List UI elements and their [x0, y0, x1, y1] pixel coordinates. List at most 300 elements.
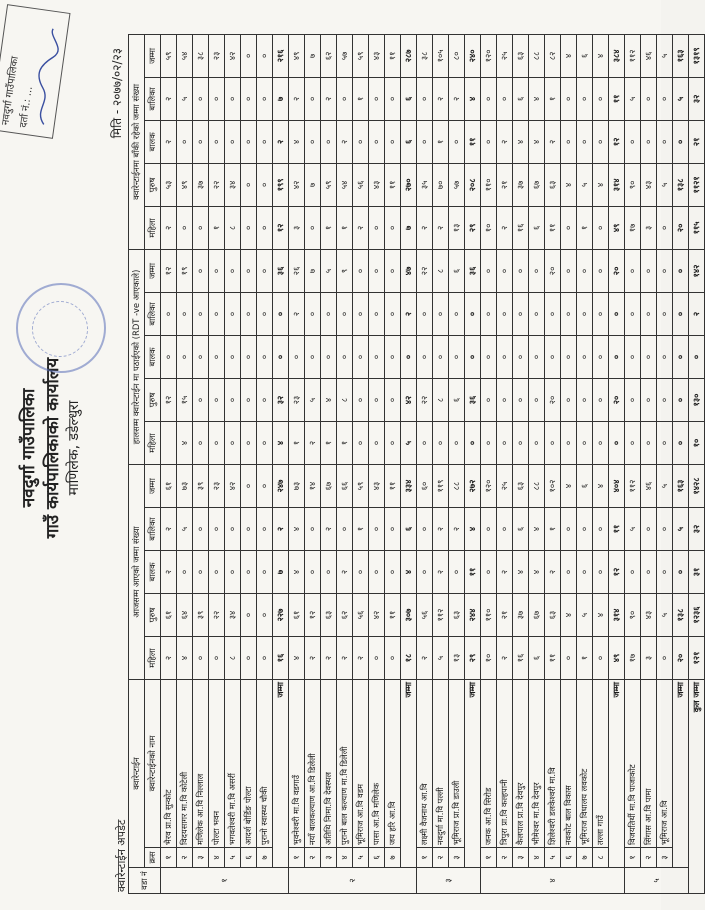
count-cell: ५३: [161, 163, 177, 206]
count-cell: २: [161, 508, 177, 551]
subtotal-cell: २: [401, 292, 417, 335]
quarantine-name: भूमिराज प्रा.वि डाउली: [449, 680, 465, 848]
count-cell: ०: [193, 421, 209, 464]
count-cell: २२: [209, 594, 225, 637]
count-cell: ०: [545, 335, 561, 378]
count-cell: १२: [305, 594, 321, 637]
table-row: [593, 34, 609, 893]
count-cell: ०: [209, 335, 225, 378]
count-cell: ६१: [161, 594, 177, 637]
col-male: पुरुष: [145, 163, 161, 206]
col-girl: बालिका: [145, 77, 161, 120]
subtotal-cell: १९९: [273, 163, 289, 206]
count-cell: ०: [449, 335, 465, 378]
count-cell: ६४: [177, 594, 193, 637]
handwritten-signature: [30, 25, 64, 127]
count-cell: ११०: [481, 594, 497, 637]
count-cell: ६: [513, 508, 529, 551]
count-cell: ४: [289, 637, 305, 680]
subtotal-cell: १८: [401, 637, 417, 680]
count-cell: ०: [369, 637, 385, 680]
count-cell: ०: [641, 378, 657, 421]
count-cell: २१: [497, 594, 513, 637]
count-cell: ४: [289, 508, 305, 551]
count-cell: ०: [177, 206, 193, 249]
count-cell: ०: [353, 378, 369, 421]
count-cell: ६२: [337, 594, 353, 637]
count-cell: ०: [641, 421, 657, 464]
count-cell: ०: [241, 594, 257, 637]
count-cell: २: [305, 421, 321, 464]
row-serial: २: [641, 848, 657, 868]
count-cell: ०: [241, 292, 257, 335]
col-boy: बालक: [145, 335, 161, 378]
count-cell: १२०: [481, 34, 497, 77]
count-cell: २३: [289, 378, 305, 421]
count-cell: ०: [353, 120, 369, 163]
count-cell: ०: [241, 637, 257, 680]
count-cell: ११२: [433, 594, 449, 637]
count-cell: ०: [657, 421, 673, 464]
count-cell: २: [433, 77, 449, 120]
row-serial: ३: [657, 848, 673, 868]
count-cell: ५: [657, 464, 673, 507]
document-date: मिति - २०७७/०२/२३: [110, 48, 124, 139]
count-cell: ०: [369, 77, 385, 120]
count-cell: २: [497, 206, 513, 249]
row-serial: ३: [321, 848, 337, 868]
subtotal-cell: २८७: [401, 34, 417, 77]
subtotal-cell: ३०७: [401, 594, 417, 637]
count-cell: [161, 421, 177, 464]
count-cell: ०: [225, 378, 241, 421]
row-serial: ८: [593, 848, 609, 868]
count-cell: २: [433, 206, 449, 249]
count-cell: २: [337, 120, 353, 163]
count-cell: ०: [593, 421, 609, 464]
subtotal-label: जम्मा: [465, 680, 481, 868]
quarantine-name: मणिलेक आ.वि निल्लाल: [193, 680, 209, 848]
ward-number: ५: [625, 868, 689, 894]
count-cell: ०: [241, 378, 257, 421]
count-cell: ४: [561, 163, 577, 206]
count-cell: १: [577, 206, 593, 249]
count-cell: ०: [369, 292, 385, 335]
count-cell: ०: [497, 421, 513, 464]
subtotal-cell: ०: [673, 249, 689, 292]
count-cell: २३: [209, 464, 225, 507]
count-cell: ०: [593, 508, 609, 551]
count-cell: ०: [241, 335, 257, 378]
count-cell: १: [321, 421, 337, 464]
col-total: जम्मा: [145, 249, 161, 292]
count-cell: ६७: [321, 464, 337, 507]
count-cell: ५७: [337, 34, 353, 77]
count-cell: ८८: [529, 34, 545, 77]
quarantine-name: विजयतिर्थी मा.वि पाजाकोट: [625, 680, 641, 848]
subtotal-cell: ६: [401, 120, 417, 163]
count-cell: ०: [657, 120, 673, 163]
quarantine-name: नवदुर्गा मा.वि पल्ली: [433, 680, 449, 848]
count-cell: २: [545, 120, 561, 163]
quarantine-name: भुवनेश्वरी मा.वि वडगाउँ: [289, 680, 305, 848]
col-name: क्वारेन्टाईनको नाम: [145, 680, 161, 848]
count-cell: ६: [529, 637, 545, 680]
count-cell: ४९: [289, 34, 305, 77]
count-cell: ०: [561, 637, 577, 680]
count-cell: ०: [561, 508, 577, 551]
count-cell: ०: [657, 335, 673, 378]
subtotal-cell: ११: [609, 77, 625, 120]
count-cell: ०: [417, 120, 433, 163]
count-cell: ०: [641, 77, 657, 120]
subtotal-cell: ३१४: [609, 163, 625, 206]
count-cell: ०: [625, 551, 641, 594]
count-cell: ०: [385, 378, 401, 421]
count-cell: ०: [449, 292, 465, 335]
count-cell: ०: [561, 421, 577, 464]
count-cell: ४३: [641, 594, 657, 637]
count-cell: १: [353, 77, 369, 120]
row-serial: ५: [353, 848, 369, 868]
ward-number: २: [289, 868, 417, 894]
count-cell: ०: [177, 292, 193, 335]
table-row: [577, 34, 593, 893]
count-cell: ०: [417, 335, 433, 378]
count-cell: ०: [177, 120, 193, 163]
count-cell: ०: [577, 551, 593, 594]
row-serial: १: [481, 848, 497, 868]
count-cell: ०: [241, 508, 257, 551]
grand-total-cell: १४२: [689, 249, 705, 292]
count-cell: ७: [305, 34, 321, 77]
count-cell: ४३: [641, 163, 657, 206]
count-cell: ५४: [177, 34, 193, 77]
count-cell: ०: [225, 335, 241, 378]
subtotal-cell: २: [273, 120, 289, 163]
subtotal-label: जम्मा: [673, 680, 689, 868]
count-cell: २: [449, 508, 465, 551]
subtotal-cell: १२: [609, 120, 625, 163]
row-serial: ६: [369, 848, 385, 868]
count-cell: २: [161, 637, 177, 680]
count-cell: ०: [161, 292, 177, 335]
count-cell: ०: [625, 421, 641, 464]
count-cell: ४: [177, 421, 193, 464]
count-cell: ०: [321, 292, 337, 335]
subtotal-cell: २१६: [273, 34, 289, 77]
count-cell: ६३: [545, 594, 561, 637]
count-cell: ०: [529, 292, 545, 335]
count-cell: ०: [257, 34, 273, 77]
count-cell: ११: [385, 163, 401, 206]
count-cell: ६: [529, 206, 545, 249]
count-cell: ०: [385, 77, 401, 120]
count-cell: ३७: [193, 163, 209, 206]
count-cell: ०: [289, 335, 305, 378]
count-cell: ०: [561, 206, 577, 249]
row-serial: ७: [577, 848, 593, 868]
count-cell: ०: [657, 206, 673, 249]
count-cell: २५: [497, 34, 513, 77]
row-serial: १: [161, 848, 177, 868]
count-cell: ०: [321, 551, 337, 594]
count-cell: ३९: [193, 594, 209, 637]
row-serial: ४: [337, 848, 353, 868]
count-cell: ०: [257, 378, 273, 421]
count-cell: ०: [497, 292, 513, 335]
table-row: [641, 34, 657, 893]
count-cell: ०: [657, 292, 673, 335]
col-arrived-group: आजसम्म आएको जम्मा संख्या: [129, 464, 145, 679]
subtotal-cell: २९: [465, 206, 481, 249]
count-cell: ०: [305, 77, 321, 120]
count-cell: ०: [209, 120, 225, 163]
col-sn: क्रस: [145, 848, 161, 868]
count-cell: ११: [385, 34, 401, 77]
count-cell: ०: [305, 120, 321, 163]
subtotal-cell: ३८४: [609, 34, 625, 77]
count-cell: ११: [545, 637, 561, 680]
count-cell: १९: [177, 249, 193, 292]
count-cell: १: [321, 206, 337, 249]
count-cell: ०: [241, 249, 257, 292]
subtotal-cell: २४४: [465, 594, 481, 637]
count-cell: ६३: [321, 594, 337, 637]
count-cell: ०: [417, 292, 433, 335]
count-cell: ६७: [529, 163, 545, 206]
count-cell: ०: [561, 378, 577, 421]
office-title: गाउँ कार्यपालिकाको कार्यालय: [43, 357, 63, 539]
quarantine-name: भैरव प्रा.वि सुन्कोट: [161, 680, 177, 848]
count-cell: ०: [529, 335, 545, 378]
grand-total-cell: १४२८: [689, 464, 705, 507]
count-cell: ०: [369, 508, 385, 551]
rotated-sheet: [0, 18, 701, 898]
count-cell: ०: [497, 378, 513, 421]
count-cell: १०२: [545, 464, 561, 507]
row-serial: ३: [193, 848, 209, 868]
table-row: [449, 34, 465, 893]
row-serial: २: [433, 848, 449, 868]
ward-number: १: [161, 868, 289, 894]
col-boy: बालक: [145, 551, 161, 594]
grand-total-cell: ३२: [689, 508, 705, 551]
count-cell: ०: [641, 551, 657, 594]
row-serial: ४: [529, 848, 545, 868]
subtotal-cell: २०: [673, 206, 689, 249]
count-cell: १: [545, 77, 561, 120]
count-cell: ४: [529, 120, 545, 163]
subtotal-cell: १३८: [673, 163, 689, 206]
count-cell: २: [337, 551, 353, 594]
count-cell: ४६: [641, 464, 657, 507]
quarantine-name: कैलपाल प्रा.वि देवपुर: [513, 680, 529, 848]
quarantine-name: त्रिपुरा प्रा.वि कल्हपानी: [497, 680, 513, 848]
count-cell: १६: [513, 637, 529, 680]
count-cell: १: [545, 508, 561, 551]
count-cell: २: [161, 120, 177, 163]
count-cell: ०: [385, 551, 401, 594]
subtotal-cell: ३२: [273, 378, 289, 421]
subtotal-cell: १२: [609, 551, 625, 594]
row-serial: १: [625, 848, 641, 868]
count-cell: ६६: [337, 464, 353, 507]
table-row: [369, 34, 385, 893]
row-serial: २: [497, 848, 513, 868]
table-row: [433, 34, 449, 893]
subtotal-label: जम्मा: [401, 680, 417, 868]
count-cell: ०: [225, 551, 241, 594]
count-cell: ०: [257, 163, 273, 206]
count-cell: ०: [433, 421, 449, 464]
subtotal-cell: २०: [609, 249, 625, 292]
col-ward: वडा नं: [129, 868, 161, 894]
count-cell: ०: [433, 292, 449, 335]
receipt-line-2: दर्ता नं.: ...: [18, 85, 35, 129]
count-cell: ४: [593, 594, 609, 637]
count-cell: ०: [449, 551, 465, 594]
count-cell: ०: [209, 508, 225, 551]
count-cell: ११: [385, 464, 401, 507]
count-cell: ०: [481, 77, 497, 120]
count-cell: २: [353, 637, 369, 680]
subtotal-cell: ३६: [465, 249, 481, 292]
quarantine-name: जनक आ.वि सिरोड: [481, 680, 497, 848]
table-row: [209, 34, 225, 893]
count-cell: ०: [257, 551, 273, 594]
count-cell: ४६: [641, 34, 657, 77]
count-cell: ०: [481, 551, 497, 594]
count-cell: ०: [193, 335, 209, 378]
count-cell: ०: [225, 421, 241, 464]
subtotal-row: [609, 34, 625, 893]
count-cell: ७०: [433, 163, 449, 206]
subtotal-cell: ०: [673, 378, 689, 421]
count-cell: १: [577, 637, 593, 680]
count-cell: ०: [353, 292, 369, 335]
count-cell: ११९: [433, 464, 449, 507]
count-cell: ४२: [225, 464, 241, 507]
count-cell: २: [305, 637, 321, 680]
count-cell: ०: [561, 335, 577, 378]
subtotal-cell: १६३: [673, 464, 689, 507]
count-cell: ५: [177, 508, 193, 551]
table-row: [545, 34, 561, 893]
grand-total-cell: १३१९: [689, 34, 705, 77]
count-cell: १: [337, 421, 353, 464]
col-positive-group: हालसम्म क्वारेन्टाईन मा पठाईएको (RDT -ve आएकाले): [129, 249, 145, 464]
count-cell: ६३: [449, 594, 465, 637]
count-cell: २०: [545, 249, 561, 292]
registration-receipt: [0, 4, 71, 139]
count-cell: ०: [577, 120, 593, 163]
grand-total-cell: ११२१: [689, 163, 705, 206]
count-cell: ०: [305, 335, 321, 378]
count-cell: ०: [561, 551, 577, 594]
subtotal-row: [673, 34, 689, 893]
quarantine-name: पुरानो स्वास्थ्य चौकी: [257, 680, 273, 848]
grand-total-label: कुल जम्मा: [689, 680, 705, 894]
table-row: [161, 34, 177, 893]
count-cell: २: [161, 206, 177, 249]
count-cell: ८२: [545, 34, 561, 77]
table-row: [513, 34, 529, 893]
ward-number: ४: [481, 868, 625, 894]
table-row: [305, 34, 321, 893]
count-cell: १३: [449, 206, 465, 249]
count-cell: ०: [449, 120, 465, 163]
col-male: पुरुष: [145, 378, 161, 421]
count-cell: ०: [385, 249, 401, 292]
receipt-line-1: नवदुर्गा गाउँपालिका: [0, 55, 21, 126]
subtotal-cell: ७: [401, 206, 417, 249]
quarantine-name: अतिथि निःमा.वि देवस्थल: [321, 680, 337, 848]
subtotal-cell: १६३: [673, 34, 689, 77]
count-cell: ०: [561, 77, 577, 120]
subtotal-cell: ०: [609, 335, 625, 378]
subtotal-cell: ०: [673, 551, 689, 594]
count-cell: ५६: [353, 594, 369, 637]
count-cell: ०: [177, 551, 193, 594]
count-cell: २२: [417, 378, 433, 421]
count-cell: ०: [257, 508, 273, 551]
count-cell: ०: [417, 77, 433, 120]
count-cell: ०: [209, 637, 225, 680]
col-total: जम्मा: [145, 464, 161, 507]
subtotal-row: [401, 34, 417, 893]
subtotal-cell: ४: [465, 508, 481, 551]
subtotal-cell: २०: [673, 637, 689, 680]
count-cell: १२: [161, 249, 177, 292]
count-cell: ३८: [193, 34, 209, 77]
count-cell: २: [161, 77, 177, 120]
count-cell: ०: [385, 120, 401, 163]
subtotal-cell: ०: [673, 120, 689, 163]
count-cell: ८०: [449, 34, 465, 77]
count-cell: ०: [241, 163, 257, 206]
subtotal-cell: २०: [609, 378, 625, 421]
count-cell: ०: [497, 249, 513, 292]
count-cell: ०: [321, 120, 337, 163]
count-cell: ०: [497, 77, 513, 120]
count-cell: २: [497, 551, 513, 594]
count-cell: १६: [513, 206, 529, 249]
count-cell: ०: [657, 637, 673, 680]
quarantine-name: पासा आ.वि मणिलेक: [369, 680, 385, 848]
count-cell: ११२: [625, 34, 641, 77]
count-cell: ७: [305, 163, 321, 206]
count-cell: ०: [337, 292, 353, 335]
count-cell: ०: [257, 120, 273, 163]
quarantine-name: भूमिराज आ.वि: [657, 680, 673, 848]
count-cell: ६२: [321, 34, 337, 77]
count-cell: १: [353, 508, 369, 551]
count-cell: ०: [257, 637, 273, 680]
subtotal-cell: ३१४: [609, 594, 625, 637]
subtotal-label: जम्मा: [609, 680, 625, 868]
count-cell: ११: [545, 206, 561, 249]
count-cell: ०: [241, 421, 257, 464]
table-row: [257, 34, 273, 893]
subtotal-cell: ०: [273, 292, 289, 335]
count-cell: ८: [433, 249, 449, 292]
quarantine-name: भूमिराज विधालय लवकोट: [577, 680, 593, 848]
table-row: [385, 34, 401, 893]
row-serial: ५: [225, 848, 241, 868]
count-cell: ६०: [417, 464, 433, 507]
count-cell: ०: [641, 508, 657, 551]
